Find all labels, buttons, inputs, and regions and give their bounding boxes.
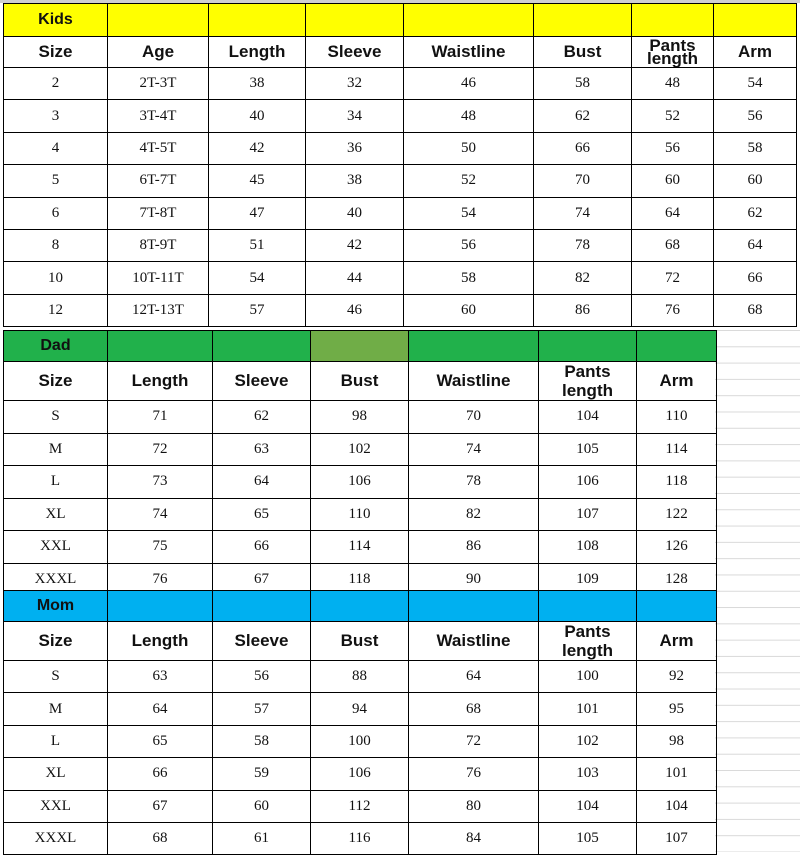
table-cell: 66 bbox=[108, 758, 213, 790]
table-cell: M bbox=[4, 433, 108, 466]
table-cell: 68 bbox=[108, 822, 213, 854]
table-cell: 106 bbox=[311, 466, 409, 499]
table-cell: 107 bbox=[637, 822, 717, 854]
table-cell: 67 bbox=[213, 563, 311, 596]
table-cell: 105 bbox=[539, 822, 637, 854]
table-row bbox=[4, 693, 717, 725]
table-cell: 50 bbox=[404, 132, 534, 164]
table-cell: 4 bbox=[4, 132, 108, 164]
column-header-pants-length: Pants length bbox=[632, 37, 714, 68]
spreadsheet-gridlines bbox=[715, 330, 800, 852]
table-cell: 102 bbox=[311, 433, 409, 466]
table-cell: 66 bbox=[213, 531, 311, 564]
table-row bbox=[4, 498, 717, 531]
table-cell: 74 bbox=[108, 498, 213, 531]
table-row bbox=[4, 725, 717, 757]
table-cell: 108 bbox=[539, 531, 637, 564]
table-cell: 10 bbox=[4, 262, 108, 294]
table-row bbox=[4, 401, 717, 434]
table-cell: 70 bbox=[409, 401, 539, 434]
table-cell: 71 bbox=[108, 401, 213, 434]
dad-title-row bbox=[4, 331, 717, 362]
table-cell: 106 bbox=[539, 466, 637, 499]
table-cell: 64 bbox=[632, 197, 714, 229]
table-cell: 64 bbox=[213, 466, 311, 499]
table-cell: 58 bbox=[404, 262, 534, 294]
table-cell: 65 bbox=[213, 498, 311, 531]
table-cell: 73 bbox=[108, 466, 213, 499]
mom-header-row bbox=[4, 622, 717, 661]
table-cell: 107 bbox=[539, 498, 637, 531]
table-cell: 101 bbox=[539, 693, 637, 725]
table-cell: 88 bbox=[311, 661, 409, 693]
table-cell: 36 bbox=[306, 132, 404, 164]
table-cell: 76 bbox=[632, 294, 714, 326]
table-cell: 57 bbox=[209, 294, 306, 326]
column-header-sleeve: Sleeve bbox=[306, 37, 404, 68]
table-cell: 74 bbox=[409, 433, 539, 466]
table-cell: 54 bbox=[404, 197, 534, 229]
dad-table-body bbox=[4, 401, 717, 596]
table-cell: 62 bbox=[213, 401, 311, 434]
table-cell: 61 bbox=[213, 822, 311, 854]
table-cell: 4T-5T bbox=[108, 132, 209, 164]
column-header-size: Size bbox=[4, 622, 108, 661]
table-cell: 104 bbox=[539, 790, 637, 822]
column-header-bust: Bust bbox=[534, 37, 632, 68]
table-cell: 118 bbox=[311, 563, 409, 596]
table-row bbox=[4, 758, 717, 790]
table-row bbox=[4, 466, 717, 499]
table-row bbox=[4, 294, 797, 326]
table-cell: 54 bbox=[714, 68, 797, 100]
mom-title: Mom bbox=[4, 591, 108, 622]
table-cell: 98 bbox=[311, 401, 409, 434]
table-cell: 2T-3T bbox=[108, 68, 209, 100]
table-cell: 100 bbox=[539, 661, 637, 693]
table-cell: 34 bbox=[306, 100, 404, 132]
table-cell: M bbox=[4, 693, 108, 725]
table-cell: XXXL bbox=[4, 822, 108, 854]
table-cell: 98 bbox=[637, 725, 717, 757]
table-cell: 42 bbox=[306, 229, 404, 261]
kids-size-table bbox=[3, 3, 797, 327]
table-cell: 68 bbox=[714, 294, 797, 326]
table-cell: 109 bbox=[539, 563, 637, 596]
table-cell: S bbox=[4, 661, 108, 693]
table-cell: 54 bbox=[209, 262, 306, 294]
table-cell: 6 bbox=[4, 197, 108, 229]
column-header-sleeve: Sleeve bbox=[213, 622, 311, 661]
table-cell: 112 bbox=[311, 790, 409, 822]
table-cell: 106 bbox=[311, 758, 409, 790]
table-cell: 72 bbox=[632, 262, 714, 294]
table-cell: 122 bbox=[637, 498, 717, 531]
table-cell: 78 bbox=[534, 229, 632, 261]
table-cell: 103 bbox=[539, 758, 637, 790]
table-cell: 82 bbox=[409, 498, 539, 531]
table-cell: 76 bbox=[108, 563, 213, 596]
table-cell: 92 bbox=[637, 661, 717, 693]
table-row bbox=[4, 100, 797, 132]
table-cell: 60 bbox=[714, 165, 797, 197]
column-header-arm: Arm bbox=[637, 622, 717, 661]
table-cell: 64 bbox=[108, 693, 213, 725]
table-cell: 63 bbox=[213, 433, 311, 466]
table-cell: 63 bbox=[108, 661, 213, 693]
table-cell: 3 bbox=[4, 100, 108, 132]
table-cell: 72 bbox=[108, 433, 213, 466]
table-cell: 86 bbox=[534, 294, 632, 326]
table-cell: 62 bbox=[714, 197, 797, 229]
table-cell: L bbox=[4, 466, 108, 499]
table-cell: 47 bbox=[209, 197, 306, 229]
table-cell: 52 bbox=[632, 100, 714, 132]
column-header-waistline: Waistline bbox=[409, 362, 539, 401]
table-cell: 58 bbox=[213, 725, 311, 757]
table-cell: 44 bbox=[306, 262, 404, 294]
table-cell: 110 bbox=[637, 401, 717, 434]
table-cell: 105 bbox=[539, 433, 637, 466]
table-cell: 100 bbox=[311, 725, 409, 757]
table-row bbox=[4, 132, 797, 164]
table-cell: 84 bbox=[409, 822, 539, 854]
column-header-age: Age bbox=[108, 37, 209, 68]
table-cell: 42 bbox=[209, 132, 306, 164]
table-cell: 12T-13T bbox=[108, 294, 209, 326]
table-cell: 95 bbox=[637, 693, 717, 725]
table-cell: S bbox=[4, 401, 108, 434]
table-cell: 60 bbox=[213, 790, 311, 822]
column-header-bust: Bust bbox=[311, 622, 409, 661]
table-cell: 102 bbox=[539, 725, 637, 757]
table-cell: 65 bbox=[108, 725, 213, 757]
table-cell: 38 bbox=[209, 68, 306, 100]
table-cell: 58 bbox=[534, 68, 632, 100]
table-cell: 128 bbox=[637, 563, 717, 596]
table-cell: 66 bbox=[714, 262, 797, 294]
kids-title: Kids bbox=[4, 4, 108, 37]
kids-title-row bbox=[4, 4, 797, 37]
table-row bbox=[4, 229, 797, 261]
table-cell: 56 bbox=[714, 100, 797, 132]
column-header-length: Length bbox=[108, 622, 213, 661]
table-cell: 66 bbox=[534, 132, 632, 164]
table-cell: 110 bbox=[311, 498, 409, 531]
column-header-bust: Bust bbox=[311, 362, 409, 401]
column-header-arm: Arm bbox=[637, 362, 717, 401]
dad-header-row bbox=[4, 362, 717, 401]
table-cell: 82 bbox=[534, 262, 632, 294]
table-cell: 60 bbox=[632, 165, 714, 197]
table-cell: 56 bbox=[632, 132, 714, 164]
table-cell: 48 bbox=[632, 68, 714, 100]
kids-table-body bbox=[4, 68, 797, 327]
table-cell: 56 bbox=[213, 661, 311, 693]
table-cell: 46 bbox=[306, 294, 404, 326]
table-cell: 62 bbox=[534, 100, 632, 132]
table-cell: 68 bbox=[632, 229, 714, 261]
table-cell: 48 bbox=[404, 100, 534, 132]
table-cell: 59 bbox=[213, 758, 311, 790]
table-cell: 60 bbox=[404, 294, 534, 326]
table-cell: 74 bbox=[534, 197, 632, 229]
table-cell: 45 bbox=[209, 165, 306, 197]
table-row bbox=[4, 790, 717, 822]
table-cell: 40 bbox=[306, 197, 404, 229]
table-cell: 68 bbox=[409, 693, 539, 725]
table-cell: 52 bbox=[404, 165, 534, 197]
table-cell: 67 bbox=[108, 790, 213, 822]
table-cell: XXL bbox=[4, 790, 108, 822]
table-cell: 8T-9T bbox=[108, 229, 209, 261]
table-cell: 46 bbox=[404, 68, 534, 100]
table-cell: 86 bbox=[409, 531, 539, 564]
table-cell: 38 bbox=[306, 165, 404, 197]
table-cell: XXXL bbox=[4, 563, 108, 596]
table-row bbox=[4, 661, 717, 693]
table-cell: 57 bbox=[213, 693, 311, 725]
table-cell: 72 bbox=[409, 725, 539, 757]
table-cell: 104 bbox=[539, 401, 637, 434]
table-cell: 32 bbox=[306, 68, 404, 100]
table-cell: 126 bbox=[637, 531, 717, 564]
column-header-sleeve: Sleeve bbox=[213, 362, 311, 401]
mom-title-row bbox=[4, 591, 717, 622]
table-cell: 64 bbox=[409, 661, 539, 693]
table-cell: 7T-8T bbox=[108, 197, 209, 229]
table-cell: 8 bbox=[4, 229, 108, 261]
mom-table-body bbox=[4, 661, 717, 855]
column-header-length: Length bbox=[209, 37, 306, 68]
table-row bbox=[4, 531, 717, 564]
dad-title: Dad bbox=[4, 331, 108, 362]
table-cell: 40 bbox=[209, 100, 306, 132]
kids-header-row bbox=[4, 37, 797, 68]
table-cell: 75 bbox=[108, 531, 213, 564]
table-row bbox=[4, 822, 717, 854]
table-cell: 10T-11T bbox=[108, 262, 209, 294]
column-header-arm: Arm bbox=[714, 37, 797, 68]
table-cell: XL bbox=[4, 498, 108, 531]
table-cell: 64 bbox=[714, 229, 797, 261]
table-row bbox=[4, 433, 717, 466]
table-cell: 94 bbox=[311, 693, 409, 725]
table-cell: 56 bbox=[404, 229, 534, 261]
table-cell: 80 bbox=[409, 790, 539, 822]
table-cell: 70 bbox=[534, 165, 632, 197]
table-cell: 104 bbox=[637, 790, 717, 822]
table-cell: 118 bbox=[637, 466, 717, 499]
column-header-pants-length: Pants length bbox=[539, 362, 637, 401]
table-cell: 6T-7T bbox=[108, 165, 209, 197]
table-cell: XXL bbox=[4, 531, 108, 564]
table-row bbox=[4, 165, 797, 197]
column-header-waistline: Waistline bbox=[409, 622, 539, 661]
mom-size-table bbox=[3, 590, 717, 855]
table-cell: 12 bbox=[4, 294, 108, 326]
table-cell: 114 bbox=[311, 531, 409, 564]
table-cell: 78 bbox=[409, 466, 539, 499]
table-row bbox=[4, 262, 797, 294]
table-row bbox=[4, 197, 797, 229]
table-cell: 5 bbox=[4, 165, 108, 197]
table-cell: 3T-4T bbox=[108, 100, 209, 132]
table-cell: 2 bbox=[4, 68, 108, 100]
column-header-pants-length: Pants length bbox=[539, 622, 637, 661]
table-cell: 58 bbox=[714, 132, 797, 164]
table-row bbox=[4, 68, 797, 100]
table-cell: 51 bbox=[209, 229, 306, 261]
table-cell: 101 bbox=[637, 758, 717, 790]
table-cell: L bbox=[4, 725, 108, 757]
table-cell: 76 bbox=[409, 758, 539, 790]
table-cell: XL bbox=[4, 758, 108, 790]
table-cell: 114 bbox=[637, 433, 717, 466]
table-cell: 90 bbox=[409, 563, 539, 596]
column-header-size: Size bbox=[4, 37, 108, 68]
column-header-length: Length bbox=[108, 362, 213, 401]
column-header-size: Size bbox=[4, 362, 108, 401]
column-header-waistline: Waistline bbox=[404, 37, 534, 68]
dad-size-table bbox=[3, 330, 717, 596]
table-cell: 116 bbox=[311, 822, 409, 854]
